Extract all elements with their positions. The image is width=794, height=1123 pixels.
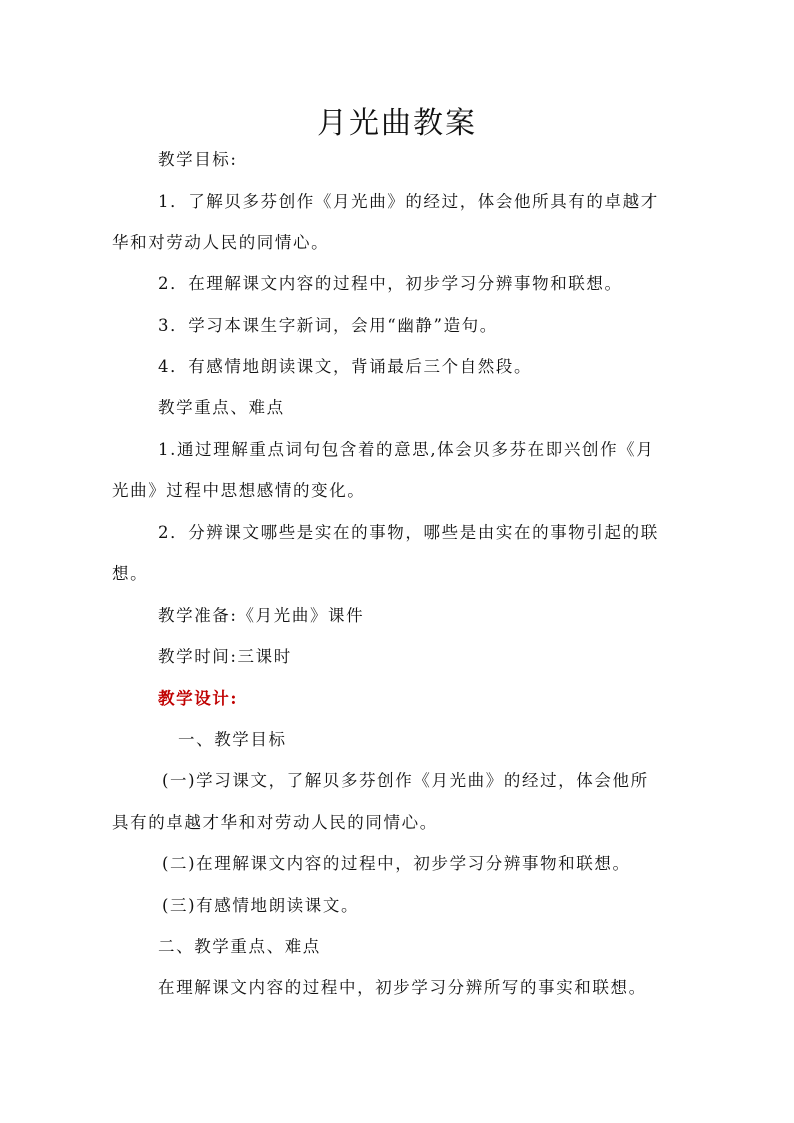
objective-1-line-2: 华和对劳动人民的同情心。: [112, 233, 330, 252]
design-objective-1-line-1: (一)学习课文，了解贝多芬创作《月光曲》的经过，体会他所: [162, 771, 649, 790]
design-objective-1-line-2: 具有的卓越才华和对劳动人民的同情心。: [112, 813, 438, 832]
design-heading-key-points: 二、教学重点、难点: [158, 937, 321, 956]
design-key-point-text: 在理解课文内容的过程中，初步学习分辨所写的事实和联想。: [158, 978, 647, 997]
design-objective-2: (二)在理解课文内容的过程中，初步学习分辨事物和联想。: [162, 854, 631, 873]
key-point-1-line-1: 1.通过理解重点词句包含着的意思,体会贝多芬在即兴创作《月: [158, 440, 655, 459]
design-objective-3: (三)有感情地朗读课文。: [162, 896, 360, 915]
objective-2: 2．在理解课文内容的过程中，初步学习分辨事物和联想。: [158, 274, 623, 293]
objective-1-line-1: 1．了解贝多芬创作《月光曲》的经过，体会他所具有的卓越才: [158, 192, 659, 211]
objective-3: 3．学习本课生字新词，会用“幽静”造句。: [158, 316, 498, 335]
section-heading-objectives: 教学目标:: [158, 150, 238, 169]
teaching-preparation: 教学准备:《月光曲》课件: [158, 606, 365, 625]
key-point-1-line-2: 光曲》过程中思想感情的变化。: [112, 481, 366, 500]
document-title: 月光曲教案: [317, 106, 477, 141]
section-heading-key-points: 教学重点、难点: [158, 398, 285, 417]
key-point-2-line-2: 想。: [112, 564, 149, 583]
design-heading-objectives: 一、教学目标: [178, 730, 287, 749]
teaching-time: 教学时间:三课时: [158, 647, 292, 666]
key-point-2-line-1: 2．分辨课文哪些是实在的事物，哪些是由实在的事物引起的联: [158, 523, 659, 542]
section-heading-teaching-design: 教学设计:: [158, 689, 239, 708]
objective-4: 4．有感情地朗读课文，背诵最后三个自然段。: [158, 357, 533, 376]
